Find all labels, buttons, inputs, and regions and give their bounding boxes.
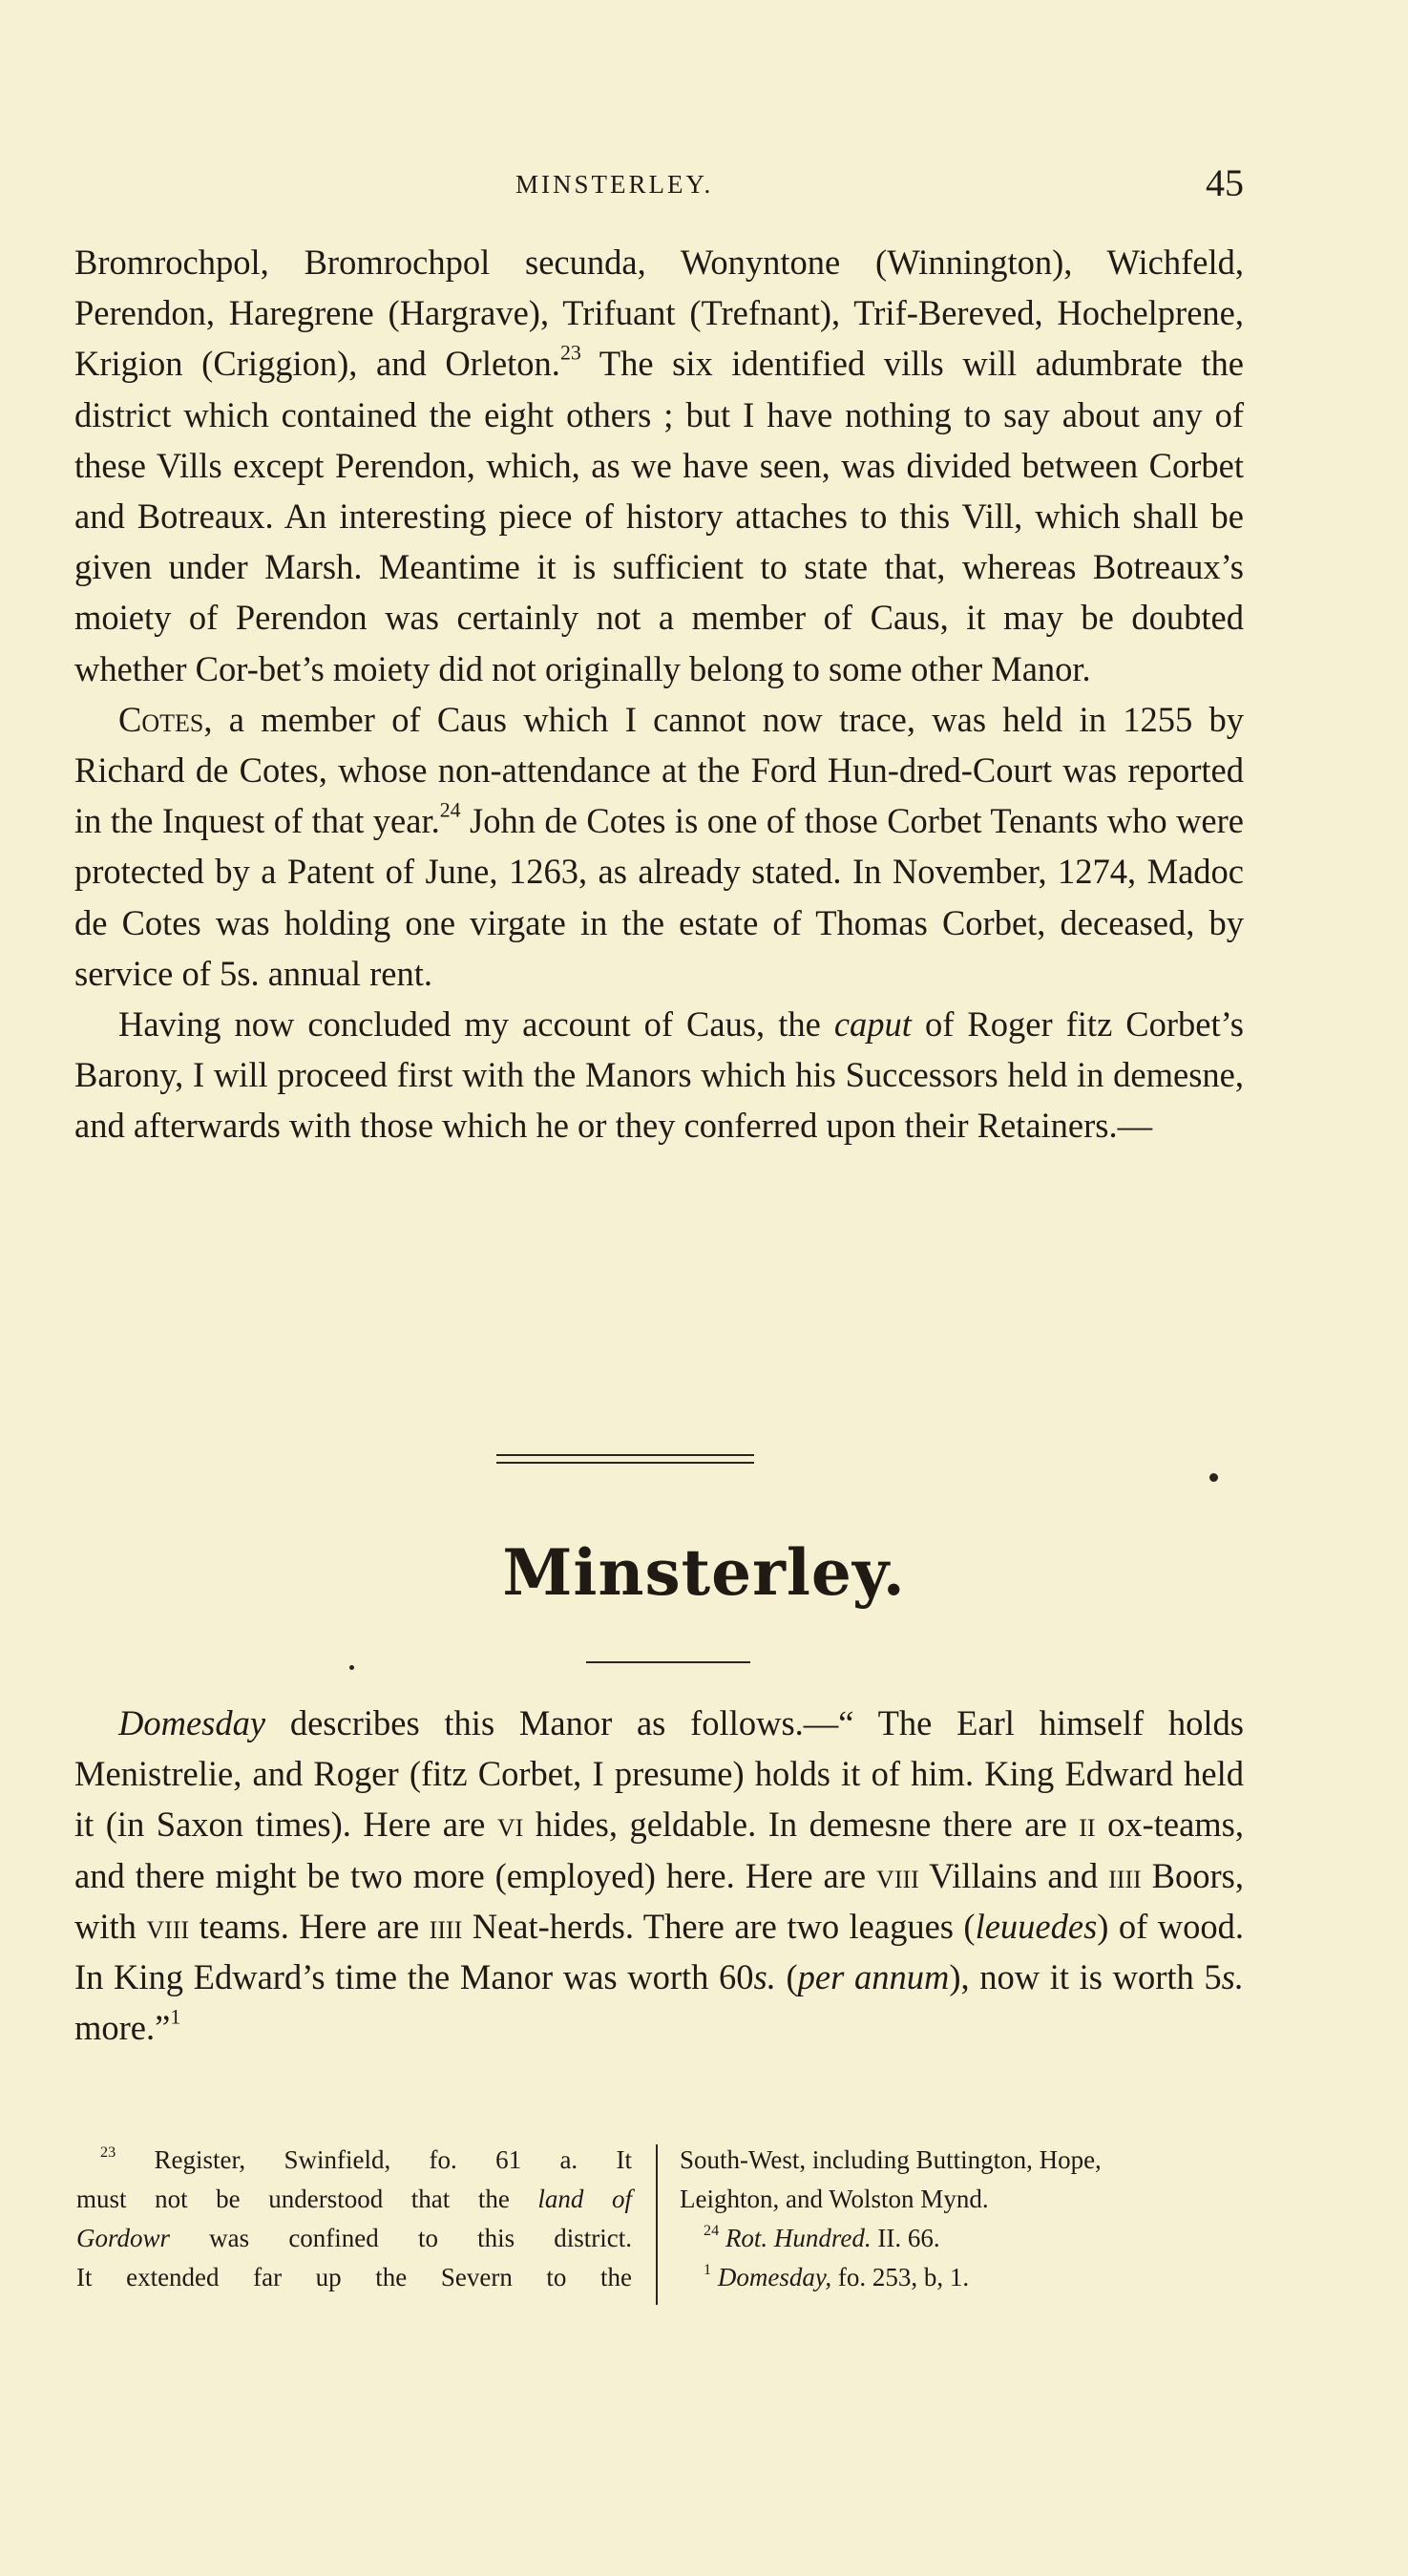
paragraph-vills: Bromrochpol, Bromrochpol secunda, Wonyntone (Winnington), Wichfeld, Perendon, Haregrene (Hargrave), Trifuant (Trefnant), Trif-Bereved, Hochelprene, Krigion (Criggion), and Orleton.$^{23}$ The six identified vills will adumbrate the district which contained the eight others ; but I have nothing to say about any of these Vills except Perendon, which, as we have seen, was divided between Corbet and Botreaux. An interesting piece of history attaches to this Vill, which shall be given under Marsh. Meantime it is sufficient to state that, whereas Botreaux’s moiety of Perendon was certainly not a member of Caus, it may be doubted whether Cor-bet’s moiety did not originally belong to some other Manor. [74, 243, 1244, 688]
footnote-ref-24[interactable]: 24 [439, 797, 461, 822]
footnote-column-left [76, 2141, 632, 2297]
paragraph-cotes: Cotes, a member of Caus which I cannot now trace, was held in 1255 by Richard de Cotes, whose non-attendance at the Ford Hun-dred-Court was reported in the Inquest of that year.$^{24}$ John de Cotes is one of those Corbet Tenants who were protected by a Patent of June, 1263, as already stated. In November, 1274, Madoc de Cotes was holding one virgate in the estate of Thomas Corbet, deceased, by service of 5s. annual rent. [74, 699, 1244, 993]
running-title: MINSTERLEY. [515, 170, 714, 199]
footnote-1: $^1$ Domesday, fo. 253, b, 1. [704, 2260, 970, 2291]
ink-speck [1209, 1473, 1218, 1482]
footnote-23-line-5: South-West, including Buttington, Hope, [680, 2145, 1102, 2174]
footnote-ref-1[interactable]: 1 [170, 2004, 181, 2029]
footnote-column-right [680, 2141, 1252, 2297]
footnote-23-line-4: It extended far up the Severn to the [76, 2263, 632, 2291]
footnote-divider [656, 2144, 658, 2305]
paragraph-domesday: Domesday describes this Manor as follows.—“ The Earl himself holds Menistrelie, and Roger (fitz Corbet, I presume) holds it of him. King Edward held it (in Saxon times). Here are vi hides, geldable. In demesne there are ii ox-teams, and there might be two more (employed) here. Here are viii Villains and iiii Boors, with viii teams. Here are iiii Neat-herds. There are two leagues (leuuedes) of wood. In King Edward’s time the Manor was worth 60s. (per annum), now it is worth 5s. more.”$^1$ [74, 1703, 1245, 2048]
body-text-minsterley [74, 1698, 1244, 2053]
section-rule-top-2 [496, 1462, 754, 1464]
footnote-ref-23[interactable]: 23 [559, 340, 581, 365]
footnote-23-line-3: Gordowr was confined to this district. [76, 2224, 632, 2252]
running-head [74, 160, 1244, 208]
footnote-23-line-1: $^{23}$ Register, Swinfield, fo. 61 a. It [100, 2143, 633, 2174]
footnote-23-line-6: Leighton, and Wolston Mynd. [680, 2185, 989, 2213]
cotes-lead: Cotes [118, 699, 204, 739]
section-rule-top-1 [496, 1454, 754, 1456]
ink-speck-small [349, 1665, 354, 1670]
section-rule-bottom [586, 1661, 750, 1663]
footnote-24: $^{24}$ Rot. Hundred. II. 66. [704, 2221, 940, 2252]
section-heading: Minsterley. [502, 1535, 906, 1610]
page-number: 45 [1206, 161, 1244, 204]
footnotes [76, 2141, 1241, 2308]
paragraph-conclusion: Having now concluded my account of Caus, the caput of Roger fitz Corbet’s Barony, I will proceed first with the Manors which his Successors held in demesne, and afterwards with those which he or they conferred upon their Retainers.— [74, 1004, 1244, 1146]
body-text-top [74, 237, 1244, 1151]
footnote-23-line-2: must not be understood that the land of [76, 2185, 633, 2213]
